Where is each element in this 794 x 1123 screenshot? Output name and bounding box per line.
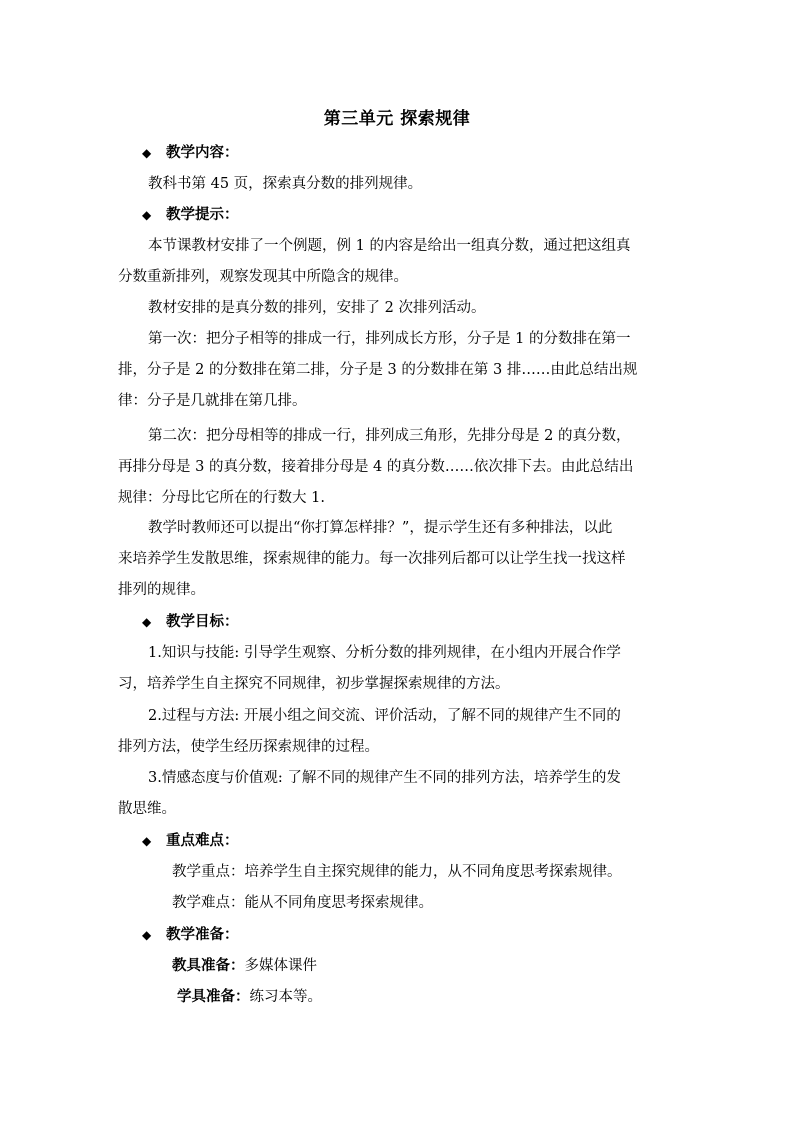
diamond-bullet-icon: ◆ [142,615,152,629]
paragraph-line: 分数重新排列，观察发现其中所隐含的规律。 [118,269,408,285]
paragraph-line: 教科书第 45 页，探索真分数的排列规律。 [148,176,423,192]
paragraph-line: 第一次：把分子相等的排成一行，排列成长方形，分子是 1 的分数排在第一 [148,331,631,347]
paragraph-line: 教学时教师还可以提出“你打算怎样排？”，提示学生还有多种排法，以此 [148,520,613,536]
paragraph-line: 第二次：把分母相等的排成一行，排列成三角形，先排分母是 2 的真分数， [148,428,631,444]
page-title: 第三单元 探索规律 [323,109,471,129]
paragraph-line: 3.情感态度与价值观: 了解不同的规律产生不同的排列方法，培养学生的发 [148,770,621,786]
section-heading-hint: ◆ 教学提示： [142,206,239,223]
diamond-bullet-icon: ◆ [142,208,152,222]
paragraph-line: 教学重点：培养学生自主探究规律的能力，从不同角度思考探索规律。 [172,864,622,880]
paragraph-line: 排，分子是 2 的分数排在第二排，分子是 3 的分数排在第 3 排……由此总结出规 [118,362,638,378]
paragraph-line: 再排分母是 3 的真分数，接着排分母是 4 的真分数……依次排下去。由此总结出 [118,459,634,475]
section-heading-goals: ◆ 教学目标： [142,613,239,630]
paragraph-line: 1.知识与技能: 引导学生观察、分析分数的排列规律，在小组内开展合作学 [148,645,621,661]
section-heading-key-points: ◆ 重点难点： [142,832,239,849]
section-heading-content: ◆ 教学内容： [142,144,239,161]
paragraph-line: 排列方法，使学生经历探索规律的过程。 [118,739,379,755]
teacher-preparation [172,956,317,976]
student-preparation-value: 练习本等。 [249,989,322,1005]
student-preparation [177,987,322,1007]
paragraph-line: 教材安排的是真分数的排列，安排了 2 次排列活动。 [148,300,486,316]
teacher-preparation-label: 教具准备： [172,957,245,974]
paragraph-line: 教学难点：能从不同角度思考探索规律。 [172,895,433,911]
diamond-bullet-icon: ◆ [142,928,152,942]
paragraph-line: 散思维。 [118,801,176,817]
student-preparation-label: 学具准备： [177,988,250,1005]
paragraph-line: 习，培养学生自主探究不同规律，初步掌握探索规律的方法。 [118,676,510,692]
diamond-bullet-icon: ◆ [142,834,152,848]
paragraph-line: 2.过程与方法: 开展小组之间交流、评价活动，了解不同的规律产生不同的 [148,708,621,724]
section-heading-preparation: ◆ 教学准备： [142,926,239,943]
teacher-preparation-value: 多媒体课件 [244,958,317,974]
paragraph-line: 规律：分母比它所在的行数大 1. [118,490,325,506]
diamond-bullet-icon: ◆ [142,146,152,160]
paragraph-line: 律：分子是几就排在第几排。 [118,393,307,409]
paragraph-line: 来培养学生发散思维，探索规律的能力。每一次排列后都可以让学生找一找这样 [118,551,626,567]
paragraph-line: 本节课教材安排了一个例题，例 1 的内容是给出一组真分数，通过把这组真 [148,238,631,254]
paragraph-line: 排列的规律。 [118,582,205,598]
